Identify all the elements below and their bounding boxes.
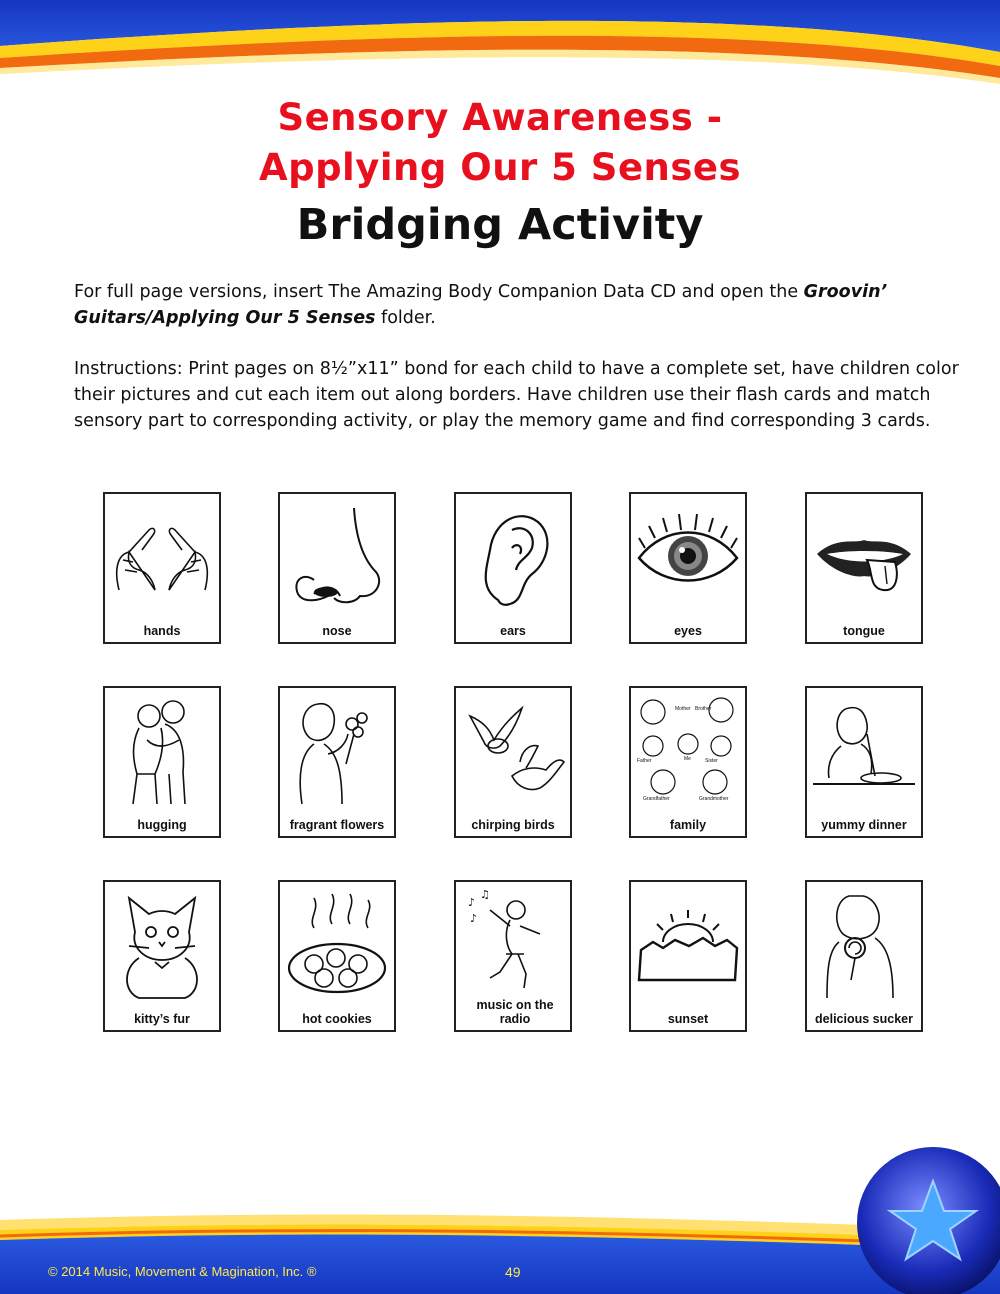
card-label: ears [500, 624, 526, 638]
family-label-brother: Brother [695, 706, 712, 712]
birds-icon [460, 694, 566, 806]
card-label: delicious sucker [815, 1012, 913, 1026]
family-label-grandfather: Grandfather [643, 796, 670, 802]
family-label-grandmother: Grandmother [699, 796, 729, 802]
ear-icon [460, 500, 566, 612]
intro-text-before: For full page versions, insert The Amazing Body Companion Data CD and open the [74, 282, 804, 302]
footer-copyright: © 2014 Music, Movement & Magination, Inc. ® [48, 1264, 317, 1279]
card-label: hands [143, 624, 181, 638]
top-banner [0, 0, 1000, 100]
dancing-girl-icon [460, 888, 566, 1000]
card-yummy-dinner[interactable] [805, 686, 923, 838]
card-hugging[interactable] [103, 686, 221, 838]
svg-text:♪: ♪ [470, 912, 478, 925]
dinner-icon [811, 694, 917, 806]
card-label: hot cookies [302, 1012, 372, 1026]
card-label: kitty’s fur [134, 1012, 190, 1026]
tongue-icon [811, 500, 917, 612]
lollipop-icon [811, 888, 917, 1000]
hands-icon [109, 500, 215, 612]
hugging-icon [109, 694, 215, 806]
card-label: nose [322, 624, 352, 638]
smelling-flowers-icon [284, 694, 390, 806]
card-sunset[interactable] [629, 880, 747, 1032]
page-subtitle: Bridging Activity [296, 200, 704, 250]
card-label: hugging [137, 818, 187, 832]
card-nose[interactable] [278, 492, 396, 644]
card-family[interactable] [629, 686, 747, 838]
card-music-on-the-radio[interactable] [454, 880, 572, 1032]
card-tongue[interactable] [805, 492, 923, 644]
page-number: 49 [505, 1264, 521, 1280]
card-fragrant-flowers[interactable] [278, 686, 396, 838]
card-label: yummy dinner [821, 818, 907, 832]
card-label: music on the radio [476, 998, 554, 1026]
eye-icon [635, 500, 741, 612]
sunset-icon [635, 888, 741, 1000]
card-label: fragrant flowers [289, 818, 385, 832]
kitten-icon [109, 888, 215, 1000]
family-label-mother: Mother [675, 706, 691, 712]
card-ears[interactable] [454, 492, 572, 644]
card-label: sunset [667, 1012, 709, 1026]
card-eyes[interactable] [629, 492, 747, 644]
cookies-icon [284, 888, 390, 1000]
family-icon [635, 694, 741, 806]
star-badge-icon [855, 1143, 1000, 1294]
card-chirping-birds[interactable] [454, 686, 572, 838]
folder-name: Groovin’ Guitars/Applying Our 5 Senses [74, 282, 888, 328]
card-label: eyes [674, 624, 702, 638]
instructions-paragraph: Instructions: Print pages on 8½”x11” bond for each child to have a complete set, have children color their pictures and cut each item out along borders. Have children use their flash cards and match sensory part to corresponding activity, or play the memory game and find corresponding 3 cards. [74, 359, 959, 431]
family-label-sister: Sister [705, 758, 718, 764]
card-label: chirping birds [471, 818, 555, 832]
card-label: tongue [843, 624, 885, 638]
family-label-father: Father [637, 758, 652, 764]
svg-text:♫: ♫ [480, 888, 490, 901]
card-delicious-sucker[interactable] [805, 880, 923, 1032]
family-label-me: Me [684, 756, 691, 762]
page-title-line1: Sensory Awareness - [277, 96, 723, 139]
card-kittys-fur[interactable] [103, 880, 221, 1032]
intro-paragraph [74, 279, 964, 331]
card-hands[interactable] [103, 492, 221, 644]
card-label: family [669, 818, 707, 832]
card-hot-cookies[interactable] [278, 880, 396, 1032]
page-title-line2: Applying Our 5 Senses [258, 146, 742, 189]
nose-icon [284, 500, 390, 612]
intro-text-after: folder. [375, 308, 436, 328]
svg-text:♪: ♪ [468, 896, 476, 909]
